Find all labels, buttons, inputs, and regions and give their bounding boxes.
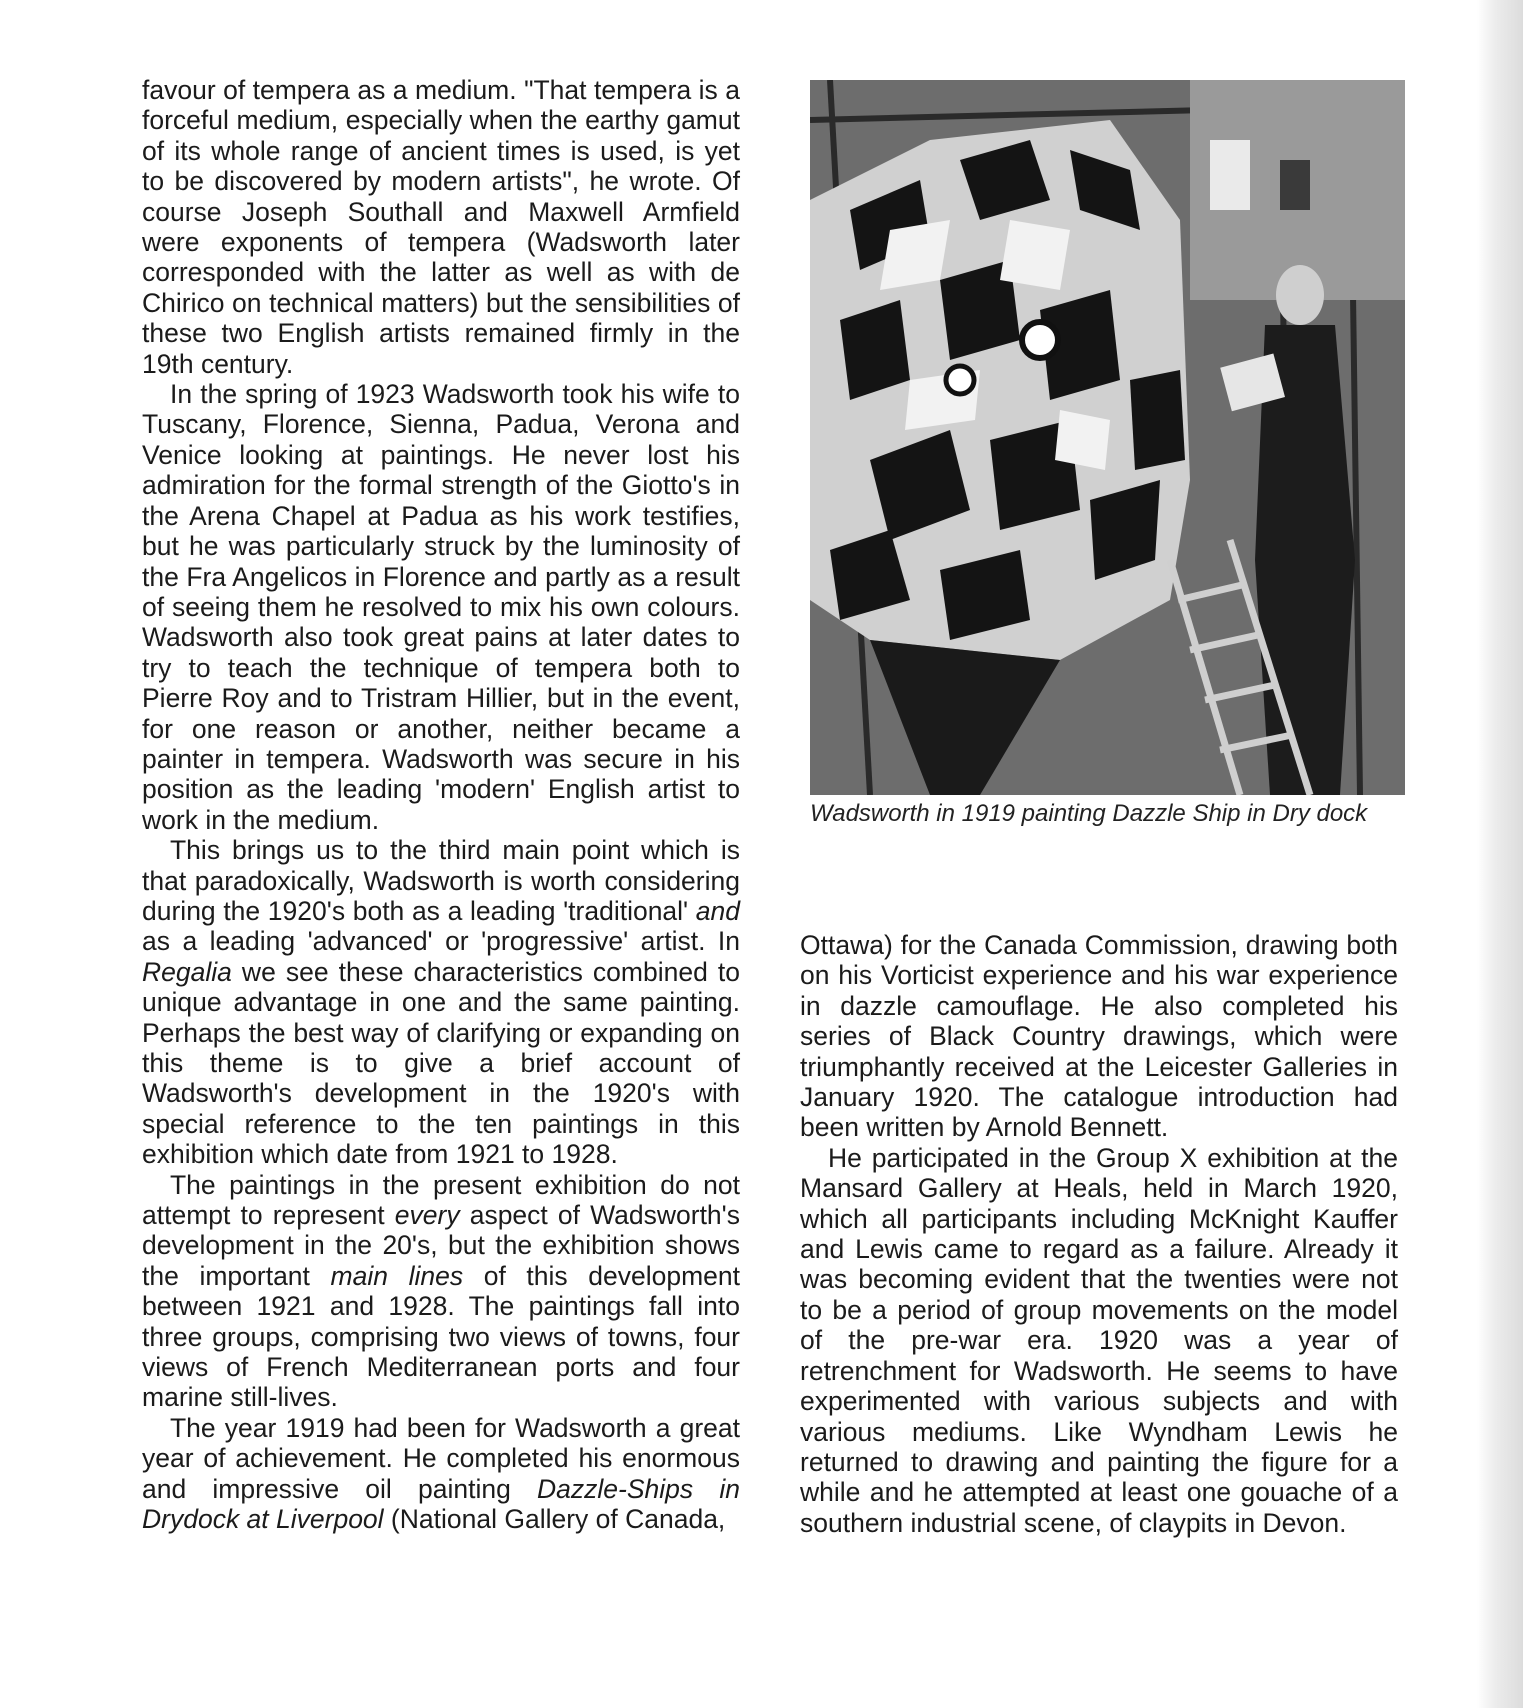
photo-caption: Wadsworth in 1919 painting Dazzle Ship in Dry dock: [810, 800, 1368, 827]
paragraph: favour of tempera as a medium. "That tempera is a forceful medium, especially when the earthy gamut of its whole range of ancient times is used, is yet to be discovered by modern artists", he wrote. Of course Joseph Southall and Maxwell Armfield were exponents of tempera (Wadsworth later corresponded with the latter as well as with de Chirico on technical matters) but the sensibilities of these two English artists remained firmly in the 19th century.: [142, 75, 740, 379]
emphasis-every: every: [394, 1200, 460, 1231]
text-run: of this development between 1921 and 1928. The paintings fall into three groups, comprising two views of towns, four views of French Mediterranean ports and four marine still-lives.: [142, 1260, 741, 1413]
photograph-dazzle-ship: [810, 80, 1405, 795]
right-text-column: [800, 930, 1398, 1538]
text-run: aspect of Wadsworth's development in the 20's, but the exhibition shows the important: [142, 1200, 740, 1291]
emphasis-and: and: [695, 895, 740, 926]
paragraph: [142, 835, 740, 1169]
paragraph: [142, 1170, 740, 1413]
paragraph: In the spring of 1923 Wadsworth took his wife to Tuscany, Florence, Sienna, Padua, Verona and Venice looking at paintings. He never lost his admiration for the formal strength of the Giotto's in the Arena Chapel at Padua as his work testifies, but he was particularly struck by the luminosity of the Fra Angelicos in Florence and partly as a result of seeing them he resolved to mix his own colours. Wadsworth also took great pains at later dates to try to teach the technique of tempera both to Pierre Roy and to Tristram Hillier, but in the event, for one reason or another, neither became a painter in tempera. Wadsworth was secure in his position as the leading 'modern' English artist to work in the medium.: [142, 379, 740, 835]
text-run: The year 1919 had been for Wadsworth a great year of achievement. He completed his enormous and impressive oil painting: [142, 1412, 740, 1504]
artwork-title-dazzle-ships: Dazzle-Ships in Drydock at Liverpool: [142, 1473, 740, 1535]
dazzle-ship-photo-illustration: [810, 80, 1405, 795]
text-run: we see these characteristics combined to unique advantage in one and the same painting. Perhaps the best way of clarifying or expanding on this theme is to give a brief account of Wadsworth's development in the 1920's with special reference to the ten paintings in this exhibition which date from 1921 to 1928.: [142, 956, 740, 1170]
text-run: as a leading 'advanced' or 'progressive' artist. In: [142, 926, 740, 957]
paragraph: He participated in the Group X exhibition at the Mansard Gallery at Heals, held in March 1920, which all participants including McKnight Kauffer and Lewis came to regard as a failure. Already it was becoming evident that the twenties were not to be a period of group movements on the model of the pre-war era. 1920 was a year of retrenchment for Wadsworth. He seems to have experimented with various subjects and with various mediums. Like Wyndham Lewis he returned to drawing and painting the figure for a while and he attempted at least one gouache of a southern industrial scene, of claypits in Devon.: [800, 1142, 1398, 1538]
paragraph: Ottawa) for the Canada Commission, drawing both on his Vorticist experience and his war experience in dazzle camouflage. He also completed his series of Black Country drawings, which were triumphantly received at the Leicester Galleries in January 1920. The catalogue introduction had been written by Arnold Bennett.: [800, 930, 1398, 1143]
page-gutter-shadow: [1477, 0, 1523, 1708]
artwork-title-regalia: Regalia: [142, 956, 232, 987]
text-run: (National Gallery of Canada,: [383, 1504, 726, 1535]
paragraph: [142, 1413, 740, 1535]
emphasis-main-lines: main lines: [330, 1260, 464, 1291]
left-text-column: [142, 75, 740, 1535]
text-run: The paintings in the present exhibition do not attempt to represent: [142, 1169, 740, 1231]
text-run: This brings us to the third main point which is that paradoxically, Wadsworth is worth considering during the 1920's both as a leading 'traditional': [142, 835, 740, 926]
